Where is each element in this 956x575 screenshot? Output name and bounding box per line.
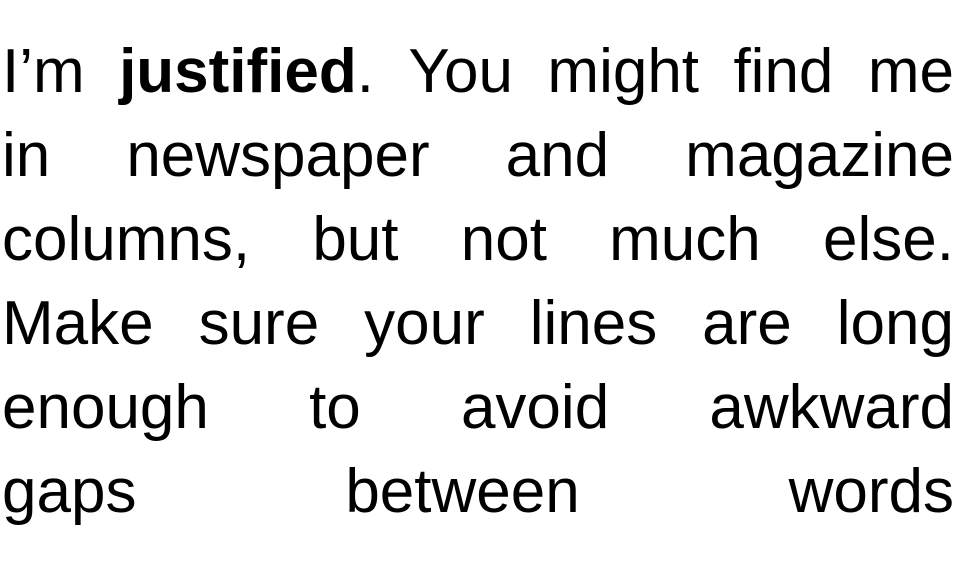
paragraph-word: to [309,373,361,442]
paragraph-word: between [345,457,580,526]
paragraph-word: might [547,37,700,106]
paragraph-word: not [460,205,547,274]
paragraph-line [2,30,954,114]
paragraph-word: enough [2,373,209,442]
paragraph-word: me [867,37,954,106]
paragraph-line [2,198,954,282]
paragraph-word: your [364,289,485,358]
paragraph-word: and [505,121,610,190]
paragraph-word: Make [2,289,154,358]
paragraph-word: lines [529,289,658,358]
paragraph-word: You [408,37,514,106]
paragraph-word: else. [822,205,954,274]
justified-paragraph [2,30,954,534]
paragraph-word: newspaper [126,121,430,190]
paragraph-word: gaps [2,457,137,526]
paragraph-word: words [788,457,954,526]
word-part: . [356,37,374,106]
paragraph-word: columns, [2,205,251,274]
paragraph-word: awkward [709,373,954,442]
paragraph-word: in [2,121,51,190]
paragraph-word: but [312,205,399,274]
paragraph-word: are [702,289,792,358]
paragraph-line [2,114,954,198]
paragraph-word: find [733,37,834,106]
bold-word: justified [119,37,357,106]
paragraph-line [2,366,954,450]
paragraph-word [119,30,374,114]
paragraph-word: much [609,205,761,274]
paragraph-word: long [836,289,954,358]
paragraph-line [2,450,954,534]
paragraph-word: I’m [2,37,85,106]
paragraph-word: magazine [685,121,954,190]
paragraph-word: avoid [460,373,610,442]
paragraph-line [2,282,954,366]
paragraph-word: sure [198,289,320,358]
